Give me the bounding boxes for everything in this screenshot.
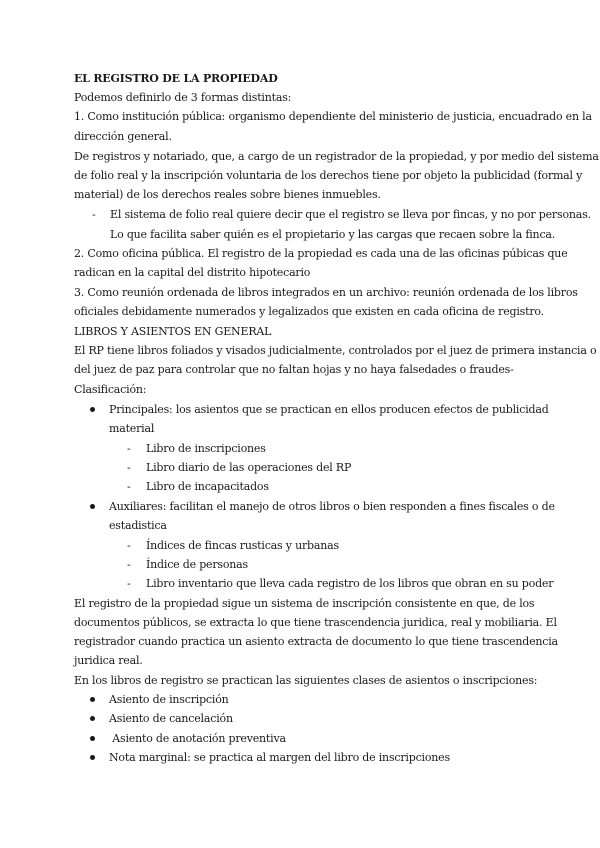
bullet-marker (90, 407, 95, 412)
dash-marker: - (127, 539, 131, 552)
paragraph-line: En los libros de registro se practican las siguientes clases de asientos o inscripciones: (74, 674, 538, 687)
list-item: El sistema de folio real quiere decir que el registro se lleva por fincas, y no por personas. (110, 208, 591, 221)
paragraph-line: registrador cuando practica un asiento extracta de documento lo que tiene trascendencia (74, 635, 558, 648)
section-heading: LIBROS Y ASIENTOS EN GENERAL (74, 325, 272, 338)
subheading: Clasificación: (74, 383, 147, 396)
bullet-marker (90, 504, 95, 509)
paragraph-line: material) de los derechos reales sobre bienes inmuebles. (74, 188, 381, 201)
bullet-marker (90, 697, 95, 702)
sub-list-item: Libro de incapacitados (146, 480, 269, 493)
list-item: Auxiliares: facilitan el manejo de otros libros o bien responden a fines fiscales o de (109, 500, 555, 513)
paragraph-line: El RP tiene libros foliados y visados judicialmente, controlados por el juez de primera instancia o (74, 344, 597, 357)
paragraph-line: radican en la capital del distrito hipotecario (74, 266, 311, 279)
list-item: Asiento de anotación preventiva (109, 732, 286, 745)
bullet-marker (90, 736, 95, 741)
list-item: Principales: los asientos que se practican en ellos producen efectos de publicidad (109, 403, 549, 416)
paragraph-line: documentos públicos, se extracta lo que tiene trascendencia juridica, real y mobiliaria. El (74, 616, 557, 629)
paragraph-line: oficiales debidamente numerados y legalizados que existen en cada oficina de registro. (74, 305, 544, 318)
list-item: Lo que facilita saber quién es el propietario y las cargas que recaen sobre la finca. (110, 228, 556, 241)
intro-line: Podemos definirlo de 3 formas distintas: (74, 91, 292, 104)
paragraph-line: dirección general. (74, 130, 172, 143)
sub-list-item: Libro de inscripciones (146, 442, 266, 455)
sub-list-item: Índice de personas (146, 558, 248, 571)
list-item: material (109, 422, 155, 435)
dash-marker: - (127, 577, 131, 590)
sub-list-item: Libro inventario que lleva cada registro de los libros que obran en su poder (146, 577, 554, 590)
dash-marker: - (127, 442, 131, 455)
sub-list-item: Libro diario de las operaciones del RP (146, 461, 352, 474)
document-title: EL REGISTRO DE LA PROPIEDAD (74, 72, 278, 85)
paragraph-line: 3. Como reunión ordenada de libros integrados en un archivo: reunión ordenada de los libros (74, 286, 578, 299)
paragraph-line: 2. Como oficina pública. El registro de la propiedad es cada una de las oficinas púbicas que (74, 247, 568, 260)
dash-marker: - (127, 558, 131, 571)
dash-marker: - (127, 461, 131, 474)
bullet-marker (90, 716, 95, 721)
paragraph-line: 1. Como institución pública: organismo dependiente del ministerio de justicia, encuadrado en la (74, 110, 592, 123)
list-item: estadistica (109, 519, 167, 532)
paragraph-line: de folio real y la inscripción voluntaria de los derechos tiene por objeto la publicidad (formal y (74, 169, 583, 182)
paragraph-line: De registros y notariado, que, a cargo de un registrador de la propiedad, y por medio del sistema (74, 150, 599, 163)
paragraph-line: del juez de paz para controlar que no faltan hojas y no haya falsedades o fraudes- (74, 363, 514, 376)
sub-list-item: Índices de fincas rusticas y urbanas (146, 539, 339, 552)
paragraph-line: juridica real. (74, 654, 143, 667)
bullet-marker (90, 755, 95, 760)
dash-marker: - (92, 208, 96, 221)
list-item: Asiento de cancelación (109, 712, 233, 725)
paragraph-line: El registro de la propiedad sigue un sistema de inscripción consistente en que, de los (74, 597, 535, 610)
list-item: Nota marginal: se practica al margen del libro de inscripciones (109, 751, 450, 764)
dash-marker: - (127, 480, 131, 493)
list-item: Asiento de inscripción (109, 693, 229, 706)
